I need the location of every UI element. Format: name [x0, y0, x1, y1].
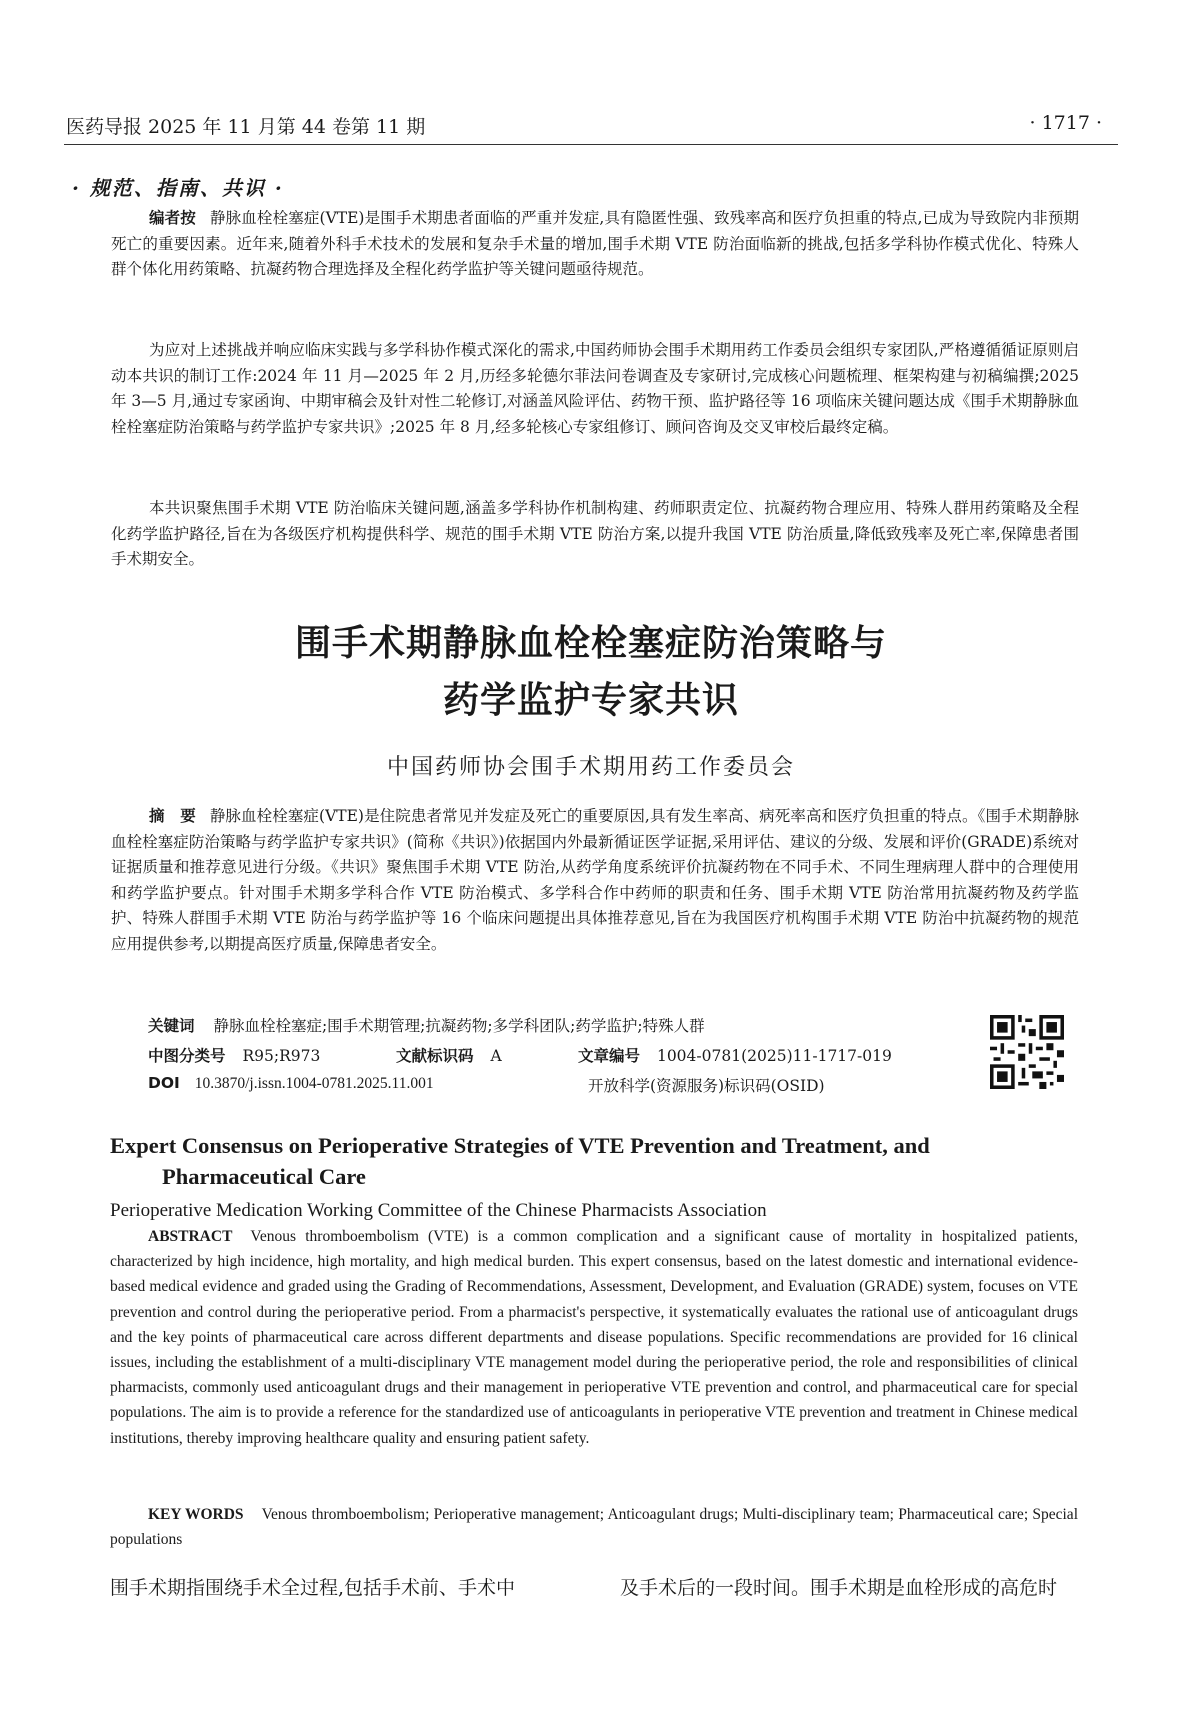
english-keywords-text: Venous thromboembolism; Perioperative management; Anticoagulant drugs; Multi-disciplinary team; Pharmaceutical care; Special populations — [110, 1506, 1078, 1548]
english-keywords-label: KEY WORDS — [148, 1506, 244, 1523]
editor-note-label: 编者按 — [149, 209, 196, 227]
keywords-text: 静脉血栓栓塞症;围手术期管理;抗凝药物;多学科团队;药学监护;特殊人群 — [213, 1017, 705, 1035]
english-title — [110, 1130, 1070, 1192]
osid-label: 开放科学(资源服务)标识码(OSID) — [588, 1077, 825, 1095]
article-title-line1: 围手术期静脉血栓栓塞症防治策略与 — [294, 623, 887, 664]
doc-code-value: A — [490, 1047, 502, 1065]
article-title-line2: 药学监护专家共识 — [442, 680, 739, 721]
journal-header: 医药导报 2025 年 11 月第 44 卷第 11 期 — [66, 116, 426, 138]
clc-value: R95;R973 — [242, 1047, 321, 1065]
english-abstract-label: ABSTRACT — [148, 1228, 233, 1245]
doi-label: DOI — [148, 1074, 180, 1092]
article-author: 中国药师协会围手术期用药工作委员会 — [386, 755, 795, 780]
english-title-line2: Pharmaceutical Care — [162, 1164, 366, 1189]
english-keywords — [110, 1502, 1078, 1552]
body-text-left: 围手术期指围绕手术全过程,包括手术前、手术中 — [110, 1577, 516, 1599]
article-number-field — [578, 1044, 892, 1066]
article-number-value: 1004-0781(2025)11-1717-019 — [656, 1047, 892, 1065]
article-number-label: 文章编号 — [578, 1047, 641, 1065]
doc-code-field — [396, 1044, 502, 1066]
clc-field — [148, 1044, 320, 1066]
english-title-line1: Expert Consensus on Perioperative Strategies of VTE Prevention and Treatment, and — [110, 1133, 930, 1158]
english-author: Perioperative Medication Working Committee of the Chinese Pharmacists Association — [110, 1200, 767, 1221]
abstract-cn — [111, 804, 1079, 957]
section-label: · 规范、指南、共识 · — [72, 176, 284, 200]
keywords-row — [148, 1014, 705, 1036]
editor-note-p2: 为应对上述挑战并响应临床实践与多学科协作模式深化的需求,中国药师协会围手术期用药工作委员会组织专家团队,严格遵循循证原则启动本共识的制订工作:2024 年 11 月—2025 年 2 月,历经多轮德尔菲法问卷调查及专家研讨,完成核心问题梳理、框架构建与初稿编撰;2025 年 3—5 月,通过专家函询、中期审稿会及针对性二轮修订,对涵盖风险评估、药物干预、监护路径等 16 项临床关键问题达成《围手术期静脉血栓栓塞症防治策略与药学监护专家共识》;2025 年 8 月,经多轮核心专家组修订、顾问咨询及交叉审校后最终定稿。 — [111, 341, 1080, 436]
header-divider — [64, 144, 1118, 145]
editor-note-p3: 本共识聚焦围手术期 VTE 防治临床关键问题,涵盖多学科协作机制构建、药师职责定位、抗凝药物合理应用、特殊人群用药策略及全程化药学监护路径,旨在为各级医疗机构提供科学、规范的围手术期 VTE 防治方案,以提升我国 VTE 防治质量,降低致残率及死亡率,保障患者围手术期安全。 — [111, 499, 1079, 568]
page-number: · 1717 · — [1029, 112, 1102, 134]
editor-note-text-1: 静脉血栓栓塞症(VTE)是围手术期患者面临的严重并发症,具有隐匿性强、致残率高和医疗负担重的特点,已成为导致院内非预期死亡的重要因素。近年来,随着外科手术技术的发展和复杂手术量的增加,围手术期 VTE 防治面临新的挑战,包括多学科协作模式优化、特殊人群个体化用药策略、抗凝药物合理选择及全程化药学监护等关键问题亟待规范。 — [111, 209, 1079, 278]
doc-code-label: 文献标识码 — [396, 1047, 474, 1065]
doi-value[interactable]: 10.3870/j.issn.1004-0781.2025.11.001 — [194, 1075, 434, 1092]
body-text-right: 及手术后的一段时间。围手术期是血栓形成的高危时 — [620, 1577, 1058, 1599]
editor-note-p1 — [111, 206, 1079, 283]
abstract-text: 静脉血栓栓塞症(VTE)是住院患者常见并发症及死亡的重要原因,具有发生率高、病死率高和医疗负担重的特点。《围手术期静脉血栓栓塞症防治策略与药学监护专家共识》(简称《共识》)依据国内外最新循证医学证据,采用评估、建议的分级、发展和评价(GRADE)系统对证据质量和推荐意见进行分级。《共识》聚焦围手术期 VTE 防治,从药学角度系统评价抗凝药物在不同手术、不同生理病理人群中的合理使用和药学监护要点。针对围手术期多学科合作 VTE 防治模式、多学科合作中药师的职责和任务、围手术期 VTE 防治常用抗凝药物及药学监护、特殊人群围手术期 VTE 防治与药学监护等 16 个临床问题提出具体推荐意见,旨在为我国医疗机构围手术期 VTE 防治中抗凝药物的规范应用提供参考,以期提高医疗质量,保障患者安全。 — [111, 807, 1079, 953]
qr-code-icon[interactable] — [990, 1015, 1064, 1089]
keywords-label: 关键词 — [148, 1017, 195, 1035]
english-abstract-text: Venous thromboembolism (VTE) is a common complication and a significant cause of mortality in hospitalized patients, characterized by high incidence, high mortality, and high medical burden. This expert consensus, based on the latest domestic and international evidence-based medical evidence and graded using the Grading of Recommendations, Assessment, Development, and Evaluation (GRADE) system, focuses on VTE prevention and control during the perioperative period. From a pharmacist's perspective, it systematically evaluates the rational use of anticoagulant drugs and the key points of pharmaceutical care across different departments and disease populations. Specific recommendations are provided for 16 clinical issues, including the establishment of a multi-disciplinary VTE management model during the perioperative period, the role and responsibilities of clinical pharmacists, commonly used anticoagulant drugs and their management in perioperative VTE prevention and control, and pharmaceutical care for special populations. The aim is to provide a reference for the standardized use of anticoagulants in perioperative VTE prevention and treatment in Chinese medical institutions, thereby improving healthcare quality and ensuring patient safety. — [110, 1228, 1078, 1447]
doi-field — [148, 1074, 434, 1093]
abstract-label: 摘 要 — [149, 807, 196, 825]
clc-label: 中图分类号 — [148, 1047, 226, 1065]
english-abstract — [110, 1224, 1078, 1451]
